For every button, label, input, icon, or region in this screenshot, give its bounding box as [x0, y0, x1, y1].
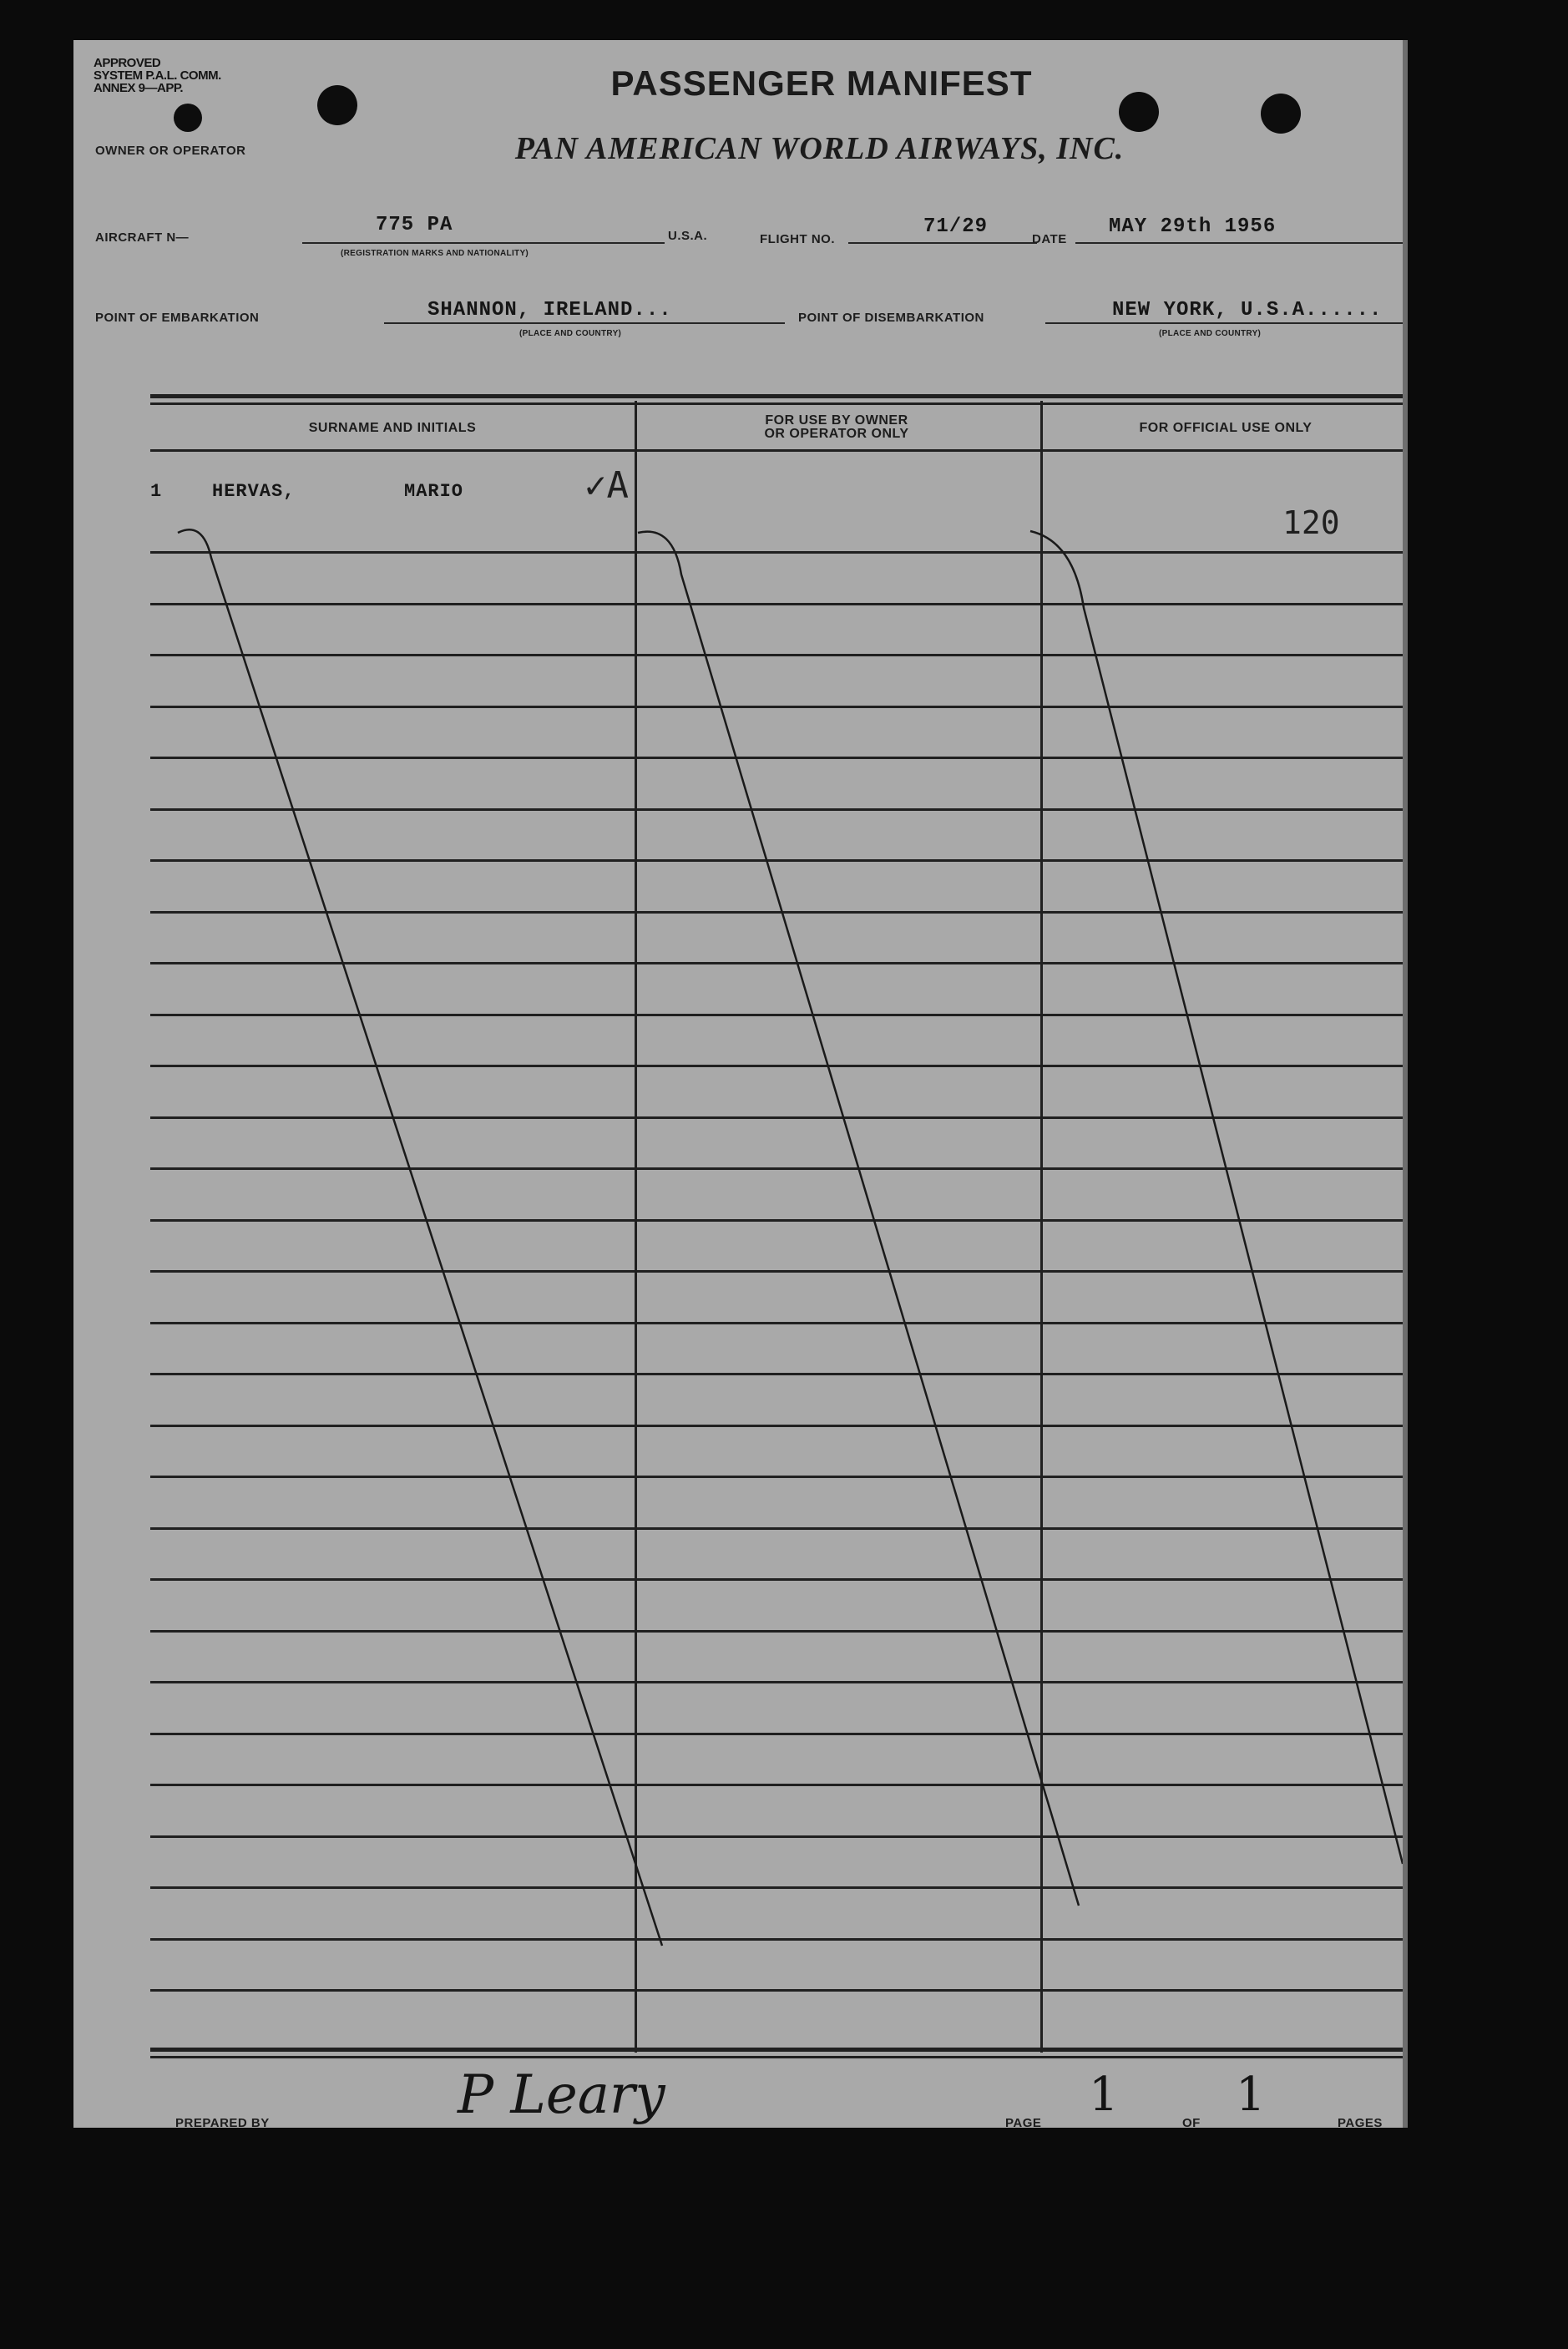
prepared-by-label: PREPARED BY [175, 2116, 270, 2128]
pages-label: PAGES [1338, 2116, 1383, 2128]
owner-name: PAN AMERICAN WORLD AIRWAYS, INC. [514, 131, 1125, 166]
date-label: DATE [1032, 232, 1067, 246]
passenger-surname: HERVAS, [212, 481, 296, 502]
approval-line: SYSTEM P.A.L. COMM. [94, 68, 221, 83]
embark-label: POINT OF EMBARKATION [95, 311, 260, 325]
passenger-number: 1 [150, 481, 163, 502]
disembark-value: NEW YORK, U.S.A...... [1112, 299, 1383, 321]
flight-value: 71/29 [923, 215, 989, 238]
of-label: OF [1182, 2116, 1201, 2128]
disembark-label: POINT OF DISEMBARKATION [798, 311, 984, 325]
official-note: 120 [1282, 504, 1340, 541]
usa-label: U.S.A. [668, 229, 708, 243]
cancel-stroke [178, 529, 662, 1946]
aircraft-sublabel: (REGISTRATION MARKS AND NATIONALITY) [341, 249, 529, 258]
total-pages: 1 [1236, 2068, 1266, 2122]
preparer-signature: P Leary [458, 2064, 665, 2126]
col-header-owner-use-line: FOR USE BY OWNER [765, 413, 908, 428]
page-label: PAGE [1005, 2116, 1042, 2128]
approval-line: APPROVED [94, 56, 161, 70]
aircraft-label: AIRCRAFT N— [95, 230, 190, 245]
sheet-edge [1403, 40, 1408, 2128]
owner-check-mark: ✓A [584, 464, 629, 507]
cancel-strokes [73, 40, 1403, 2128]
approval-line: ANNEX 9—APP. [94, 81, 184, 95]
aircraft-value: 775 PA [376, 214, 453, 236]
col-header-official-use: FOR OFFICIAL USE ONLY [1139, 421, 1313, 435]
owner-label: OWNER OR OPERATOR [95, 144, 246, 158]
col-header-surname: SURNAME AND INITIALS [308, 421, 477, 435]
flight-label: FLIGHT NO. [760, 232, 835, 246]
passenger-given-name: MARIO [404, 481, 464, 502]
embark-value: SHANNON, IRELAND... [427, 299, 672, 321]
date-value: MAY 29th 1956 [1109, 215, 1277, 238]
page-number: 1 [1089, 2068, 1119, 2122]
col-header-owner-use-line: OR OPERATOR ONLY [764, 427, 909, 441]
embark-sublabel: (PLACE AND COUNTRY) [519, 329, 622, 338]
disembark-sublabel: (PLACE AND COUNTRY) [1159, 329, 1262, 338]
manifest-sheet [73, 40, 1403, 2128]
cancel-stroke [1030, 531, 1403, 1864]
cancel-stroke [638, 532, 1079, 1906]
page-title: PASSENGER MANIFEST [610, 63, 1033, 103]
